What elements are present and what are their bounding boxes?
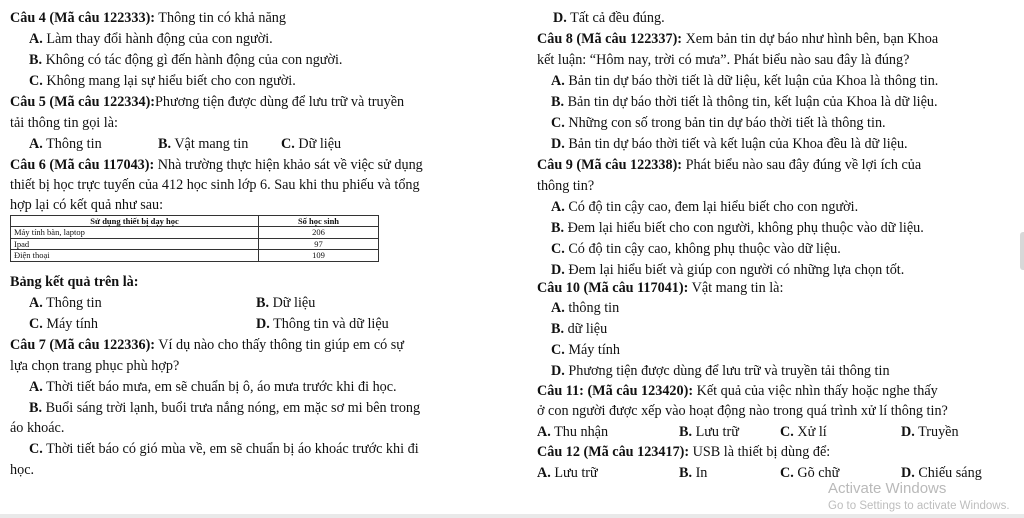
q11-option-d: D. Truyền: [901, 424, 959, 440]
q5-option-c: C. Dữ liệu: [281, 136, 342, 152]
q9-option-d: D. Đem lại hiểu biết và giúp con người có những lựa chọn tốt.: [551, 262, 905, 278]
q7-option-b: B. Buổi sáng trời lạnh, buổi trưa nắng nóng, em mặc sơ mi bên trong: [29, 400, 421, 416]
question-12: Câu 12 (Mã câu 123417): USB là thiết bị dùng để:: [537, 444, 831, 460]
table-cell-count: 206: [259, 227, 379, 238]
q12-option-c: C. Gõ chữ: [780, 465, 840, 481]
q10-option-a: A. thông tin: [551, 300, 620, 316]
q12-option-b: B. In: [679, 465, 708, 481]
q10-option-b: B. dữ liệu: [551, 321, 608, 337]
q12-option-a: A. Lưu trữ: [537, 465, 598, 481]
q5-option-b: B. Vật mang tin: [158, 136, 249, 152]
q11-option-c: C. Xử lí: [780, 424, 827, 440]
question-7-line2: lựa chọn trang phục phù hợp?: [10, 358, 180, 374]
q6-option-a: A. Thông tin: [29, 295, 102, 311]
question-6-line3: hợp lại có kết quả như sau:: [10, 197, 164, 213]
activate-windows-title: Activate Windows: [828, 480, 947, 497]
table-header-row: [11, 216, 379, 227]
question-9-line2: thông tin?: [537, 178, 595, 194]
q11-option-a: A. Thu nhận: [537, 424, 609, 440]
q9-option-c: C. Có độ tin cậy cao, không phụ thuộc vào dữ liệu.: [551, 241, 841, 257]
survey-table: [10, 215, 379, 262]
table-row: [11, 238, 379, 249]
table-row: [11, 227, 379, 238]
q10-option-c: C. Máy tính: [551, 342, 620, 358]
q8-option-c: C. Những con số trong bản tin dự báo thời tiết là thông tin.: [551, 115, 886, 131]
q4-option-c: C. Không mang lại sự hiểu biết cho con người.: [29, 73, 296, 89]
question-10: Câu 10 (Mã câu 117041): Vật mang tin là:: [537, 280, 784, 296]
page-edge-tab: [1020, 232, 1024, 270]
question-5-line2: tải thông tin gọi là:: [10, 115, 118, 131]
q5-option-a: A. Thông tin: [29, 136, 102, 152]
question-6-line2: thiết bị học trực tuyến của 412 học sinh lớp 6. Sau khi thu phiếu và tổng: [10, 177, 420, 193]
question-7: Câu 7 (Mã câu 122336): Ví dụ nào cho thấy thông tin giúp em có sự: [10, 337, 404, 353]
table-cell-device: Điện thoại: [11, 250, 259, 261]
q8-option-d: D. Bản tin dự báo thời tiết và kết luận của Khoa đều là dữ liệu.: [551, 136, 908, 152]
table-row: [11, 250, 379, 261]
question-8: Câu 8 (Mã câu 122337): Xem bản tin dự báo như hình bên, bạn Khoa: [537, 31, 939, 47]
q4-option-b: B. Không có tác động gì đến hành động của con người.: [29, 52, 343, 68]
question-5: Câu 5 (Mã câu 122334):Phương tiện được dùng để lưu trữ và truyền: [10, 94, 405, 110]
table-cell-count: 109: [259, 250, 379, 261]
table-cell-device: Ipad: [11, 238, 259, 249]
question-11-line2: ở con người được xếp vào hoạt động nào trong quá trình xử lí thông tin?: [537, 403, 948, 419]
table-header-device: Sử dụng thiết bị dạy học: [11, 216, 259, 227]
q12-option-d: D. Chiếu sáng: [901, 465, 982, 481]
question-9: Câu 9 (Mã câu 122338): Phát biểu nào sau đây đúng về lợi ích của: [537, 157, 922, 173]
bottom-strip: [0, 514, 1024, 518]
q4-option-d: D. Tất cả đều đúng.: [553, 10, 665, 26]
q6-option-d: D. Thông tin và dữ liệu: [256, 316, 389, 332]
q6-option-b: B. Dữ liệu: [256, 295, 316, 311]
q11-option-b: B. Lưu trữ: [679, 424, 739, 440]
q6-option-c: C. Máy tính: [29, 316, 98, 332]
table-cell-device: Máy tính bàn, laptop: [11, 227, 259, 238]
activate-windows-subtitle: Go to Settings to activate Windows.: [828, 500, 1010, 512]
table-caption: Bảng kết quả trên là:: [10, 274, 139, 290]
q10-option-d: D. Phương tiện được dùng để lưu trữ và truyền tải thông tin: [551, 363, 890, 379]
q8-option-a: A. Bản tin dự báo thời tiết là dữ liệu, kết luận của Khoa là thông tin.: [551, 73, 939, 89]
question-11: Câu 11: (Mã câu 123420): Kết quả của việc nhìn thấy hoặc nghe thấy: [537, 383, 938, 399]
q4-option-a: A. Làm thay đổi hành động của con người.: [29, 31, 273, 47]
q9-option-a: A. Có độ tin cậy cao, đem lại hiểu biết cho con người.: [551, 199, 859, 215]
q7-option-a: A. Thời tiết báo mưa, em sẽ chuẩn bị ô, áo mưa trước khi đi học.: [29, 379, 397, 395]
q9-option-b: B. Đem lại hiểu biết cho con người, không phụ thuộc vào dữ liệu.: [551, 220, 924, 236]
q8-option-b: B. Bản tin dự báo thời tiết là thông tin, kết luận của Khoa là dữ liệu.: [551, 94, 938, 110]
q7-option-c: C. Thời tiết báo có gió mùa về, em sẽ chuẩn bị áo khoác trước khi đi: [29, 441, 419, 457]
table-header-count: Số học sinh: [259, 216, 379, 227]
q7-option-b-line2: áo khoác.: [10, 420, 65, 436]
question-6: Câu 6 (Mã câu 117043): Nhà trường thực hiện khảo sát về việc sử dụng: [10, 157, 423, 173]
question-4: Câu 4 (Mã câu 122333): Thông tin có khả năng: [10, 10, 286, 26]
table-cell-count: 97: [259, 238, 379, 249]
question-8-line2: kết luận: “Hôm nay, trời có mưa”. Phát biểu nào sau đây là đúng?: [537, 52, 910, 68]
q7-option-c-line2: học.: [10, 462, 35, 478]
